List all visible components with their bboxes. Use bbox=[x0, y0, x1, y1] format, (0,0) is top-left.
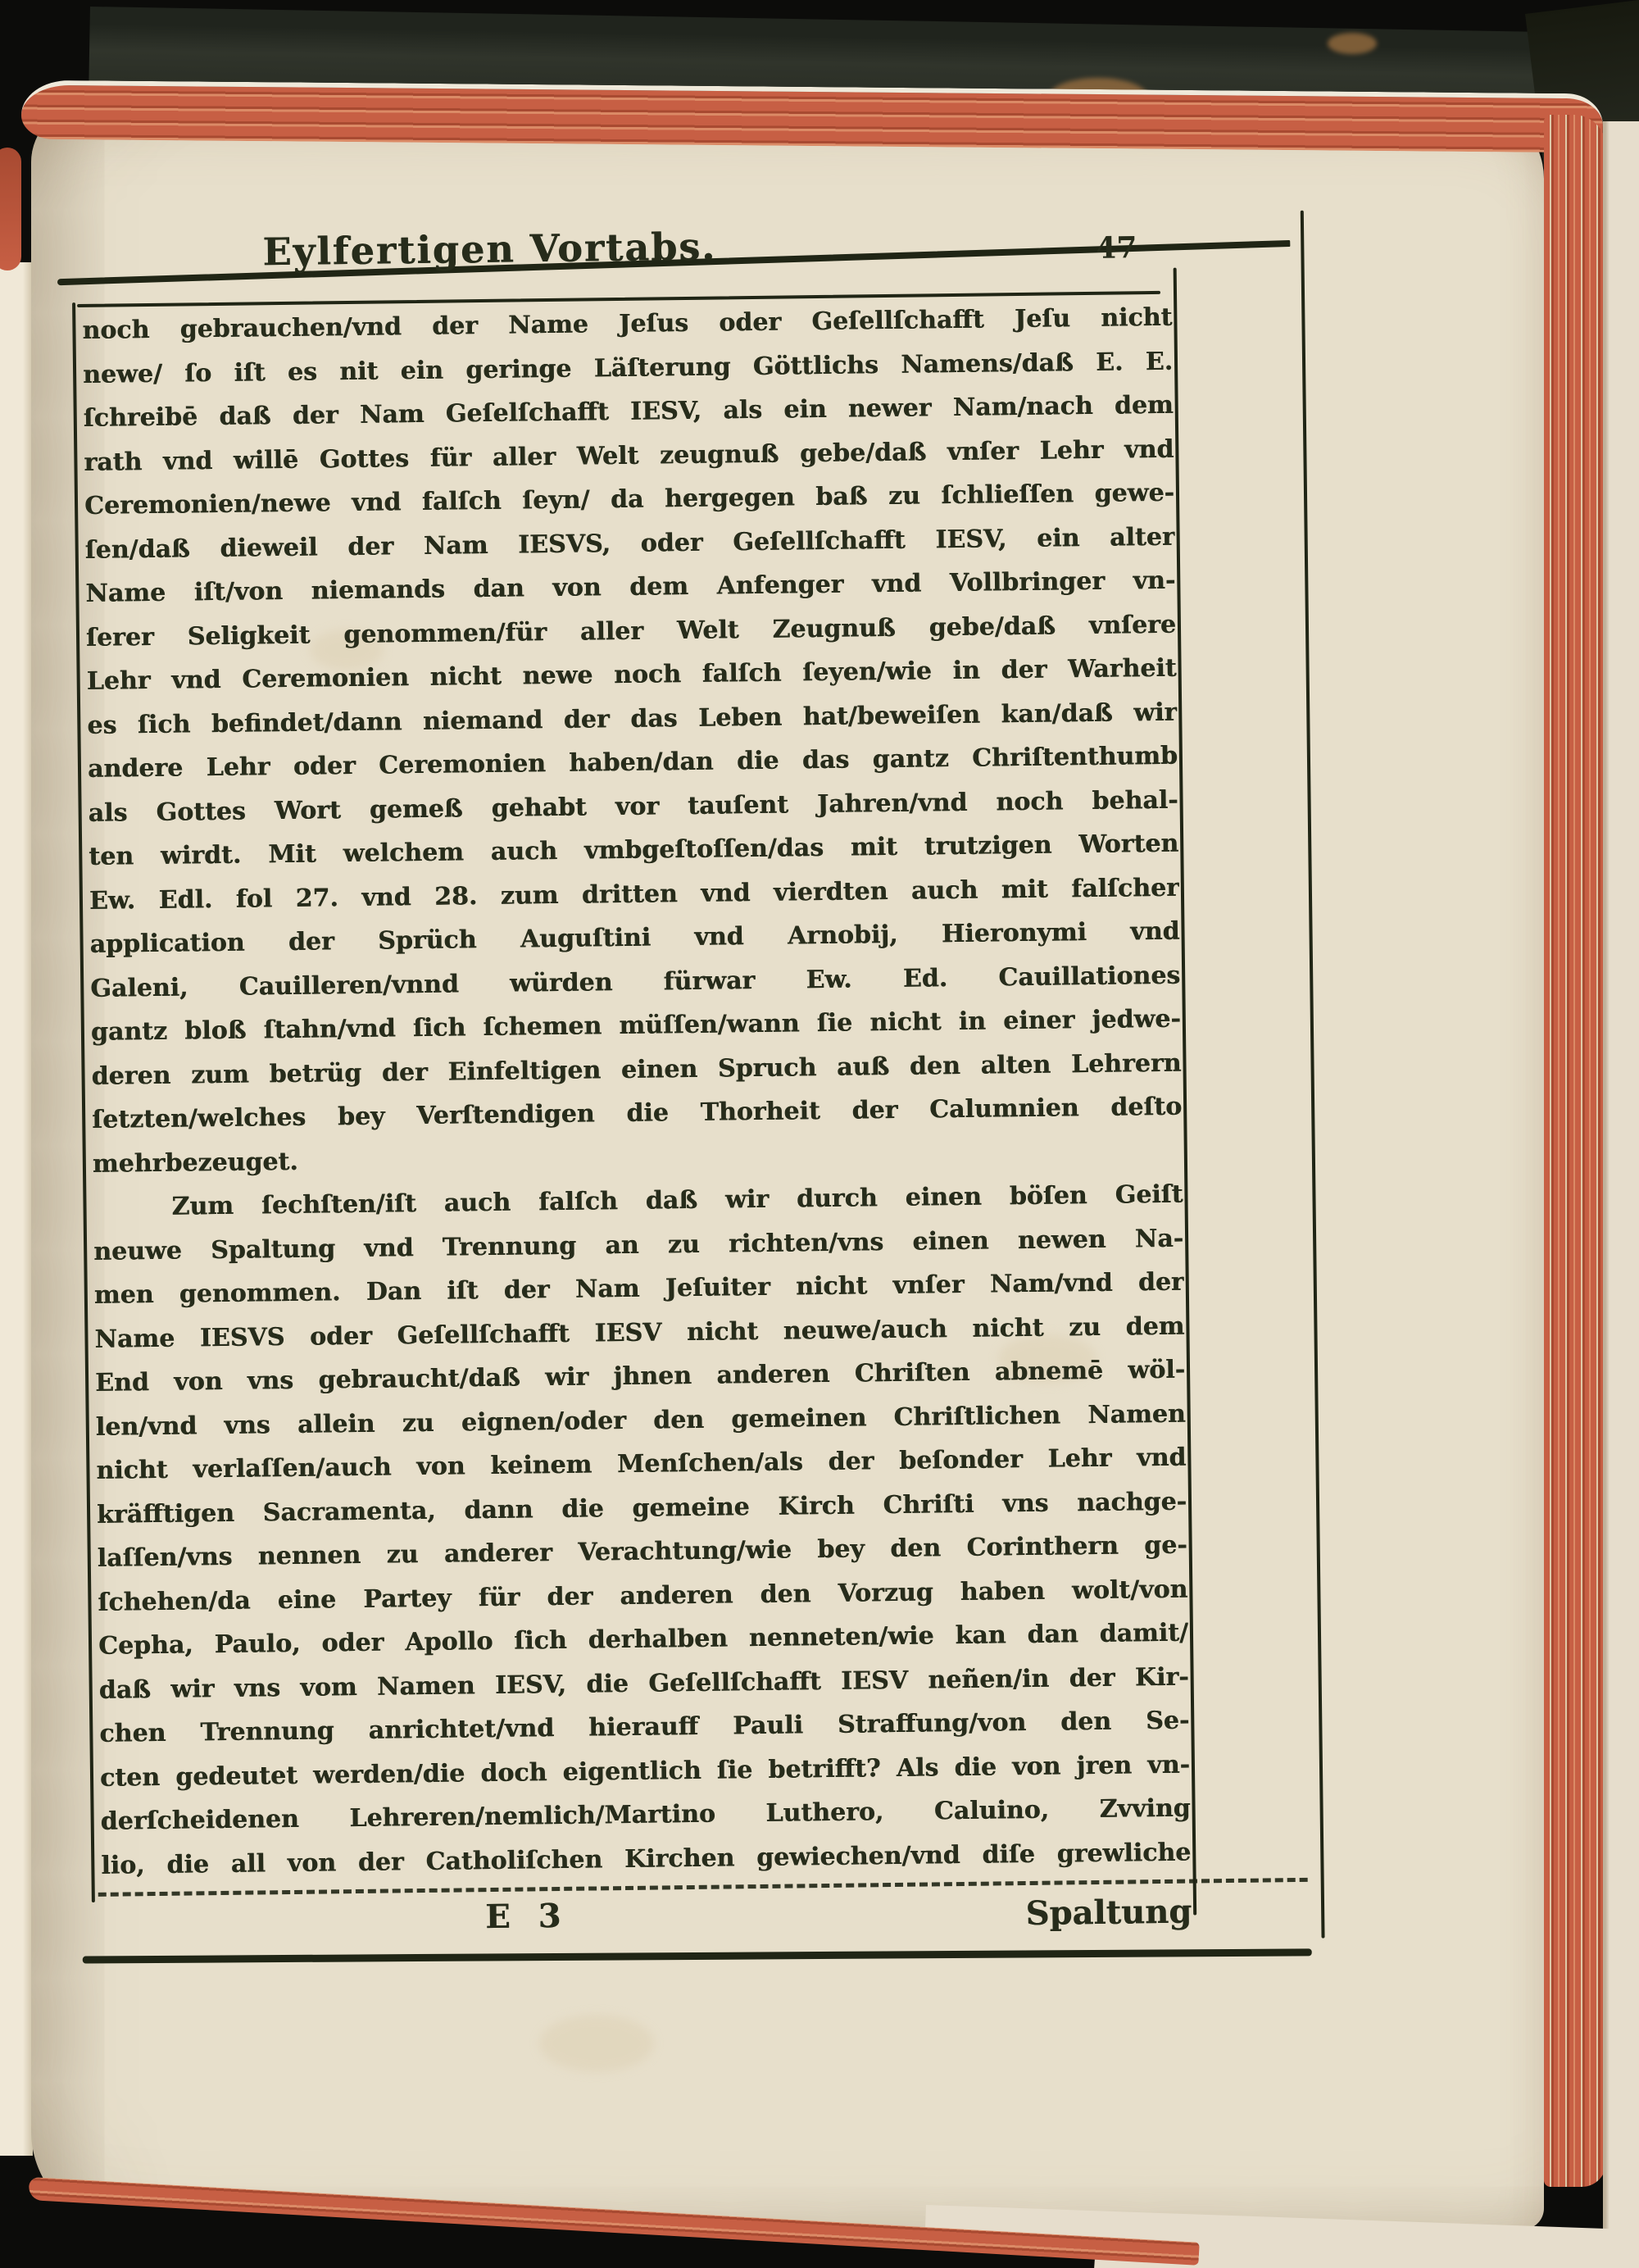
cover-scuff bbox=[1328, 33, 1377, 54]
text-line: ſen/daß dieweil der Nam IESVS, oder Geſellſchafft IESV, ein alter bbox=[84, 522, 1175, 565]
printed-text-frame bbox=[39, 198, 1339, 2004]
paper-blotch bbox=[539, 2015, 654, 2072]
text-line: Ew. Edl. fol 27. vnd 28. zum dritten vnd vierdten auch mit falſcher bbox=[89, 873, 1180, 916]
left-fore-edge-red bbox=[0, 148, 21, 270]
text-line: lio, die all von der Catholiſchen Kirchen gewiechen/vnd diſe grewliche bbox=[101, 1838, 1192, 1880]
text-line: Lehr vnd Ceremonien nicht newe noch falſch ſeyen/wie in der Warheit bbox=[86, 653, 1177, 696]
text-line: Cepha, Paulo, oder Apollo ſich derhalben nenneten/wie kan dan damit/ bbox=[98, 1618, 1189, 1661]
page-number: 47 bbox=[1096, 230, 1137, 266]
opposite-page-edge bbox=[0, 262, 33, 2156]
text-line: End von vns gebraucht/daß wir jhnen anderen Chriſten abnemē wöl- bbox=[94, 1355, 1186, 1398]
text-line: ſchreibē daß der Nam Geſelſchafft IESV, als ein newer Nam/nach dem bbox=[83, 390, 1174, 433]
signature-mark: E 3 bbox=[484, 1896, 570, 1937]
text-line: cten gedeutet werden/die doch eigentlich ſie betrifft? Als die von jren vn- bbox=[99, 1750, 1191, 1793]
right-fore-edge-red bbox=[1544, 115, 1606, 2187]
catchword: Spaltung bbox=[1025, 1892, 1192, 1934]
text-line: rath vnd willē Gottes für aller Welt zeugnuß gebe/daß vnſer Lehr vnd bbox=[84, 434, 1174, 477]
text-line: ſchehen/da eine Partey für der anderen den Vorzug haben wolt/von bbox=[98, 1575, 1188, 1617]
text-line: len/vnd vns allein zu eignen/oder den gemeinen Chriſtlichen Namen bbox=[95, 1399, 1186, 1442]
text-line: newe/ ſo iſt es nit ein geringe Läſterung Göttlichs Namens/daß E. E. bbox=[82, 347, 1174, 389]
text-line: neuwe Spaltung vnd Trennung an zu richten/vns einen newen Na- bbox=[93, 1224, 1184, 1266]
text-line: daß wir vns vom Namen IESV, die Geſellſchafft IESV neñen/in der Kir- bbox=[98, 1662, 1189, 1705]
text-line: mehrbezeuget. bbox=[92, 1147, 298, 1179]
bottom-rule bbox=[83, 1948, 1312, 1963]
text-line: es ſich befindet/dann niemand der das Leben hat/beweiſen kan/daß wir bbox=[87, 698, 1178, 740]
text-line: ſetzten/welches bey Verſtendigen die Thorheit der Calumnien deſto bbox=[92, 1092, 1183, 1134]
text-line: ten wirdt. Mit welchem auch vmbgeſtoſſen/das mit trutzigen Worten bbox=[89, 829, 1179, 871]
text-line: als Gottes Wort gemeß gehabt vor tauſent Jahren/vnd noch behal- bbox=[88, 785, 1178, 828]
text-line: men genommen. Dan iſt der Nam Jeſuiter nicht vnſer Nam/vnd der bbox=[93, 1267, 1184, 1310]
text-line: Zum ſechſten/iſt auch falſch daß wir durch einen böſen Geiſt bbox=[171, 1179, 1183, 1221]
text-line: Galeni, Cauilleren/vnnd würden fürwar Ew. Ed. Cauillationes bbox=[90, 961, 1181, 1003]
text-line: noch gebrauchen/vnd der Name Jeſus oder Geſellſchafft Jeſu nicht bbox=[82, 302, 1173, 345]
text-line: ſerer Seligkeit genommen/für aller Welt Zeugnuß gebe/daß vnſere bbox=[85, 610, 1177, 652]
text-line: laſſen/vns nennen zu anderer Verachtung/wie bey den Corinthern ge- bbox=[97, 1530, 1187, 1573]
text-line: chen Trennung anrichtet/vnd hierauff Pauli Straffung/von den Se- bbox=[99, 1706, 1190, 1748]
running-head: Eylfertigen Vortabs. bbox=[262, 224, 717, 275]
text-line: andere Lehr oder Ceremonien haben/dan die das gantz Chriſtenthumb bbox=[87, 741, 1178, 784]
text-line: derſcheidenen Lehreren/nemlich/Martino Luthero, Caluino, Zvving bbox=[100, 1793, 1191, 1836]
text-line: deren zum betrüg der Einfeltigen einen Spruch auß den alten Lehrern bbox=[91, 1048, 1182, 1091]
footer bbox=[102, 1889, 1192, 1952]
text-line: gantz bloß ſtahn/vnd ſich ſchemen müſſen/wann ſie nicht in einer jedwe- bbox=[90, 1004, 1182, 1047]
underlying-page-edge-right bbox=[1603, 121, 1639, 2268]
text-line: Name IESVS oder Geſellſchafft IESV nicht neuwe/auch nicht zu dem bbox=[94, 1311, 1185, 1354]
text-line: nicht verlaſſen/auch von keinem Menſchen/als der beſonder Lehr vnd bbox=[96, 1443, 1187, 1485]
text-line: application der Sprüch Auguſtini vnd Arnobij, Hieronymi vnd bbox=[89, 916, 1180, 959]
body-text bbox=[82, 296, 1191, 1888]
text-line: Name iſt/von niemands dan von dem Anfenger vnd Vollbringer vn- bbox=[85, 566, 1176, 608]
text-line: Ceremonien/newe vnd falſch ſeyn/ da hergegen baß zu ſchlieſſen gewe- bbox=[84, 478, 1175, 520]
text-line: kräfftigen Sacramenta, dann die gemeine Kirch Chriſti vns nachge- bbox=[96, 1487, 1187, 1529]
